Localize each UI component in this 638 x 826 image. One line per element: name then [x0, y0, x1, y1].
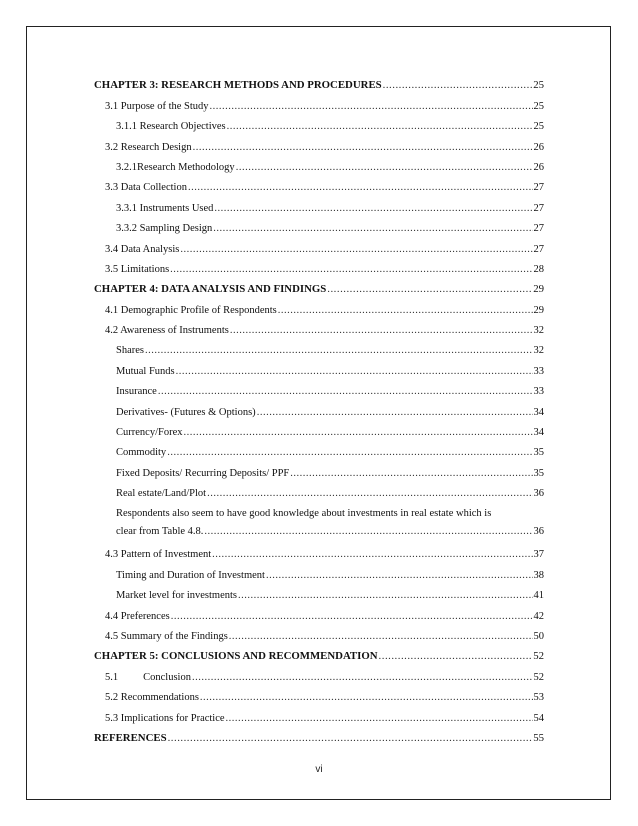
dot-leader: [212, 548, 532, 561]
toc-entry-4-4[interactable]: [94, 602, 544, 622]
toc-entry-label: 3.1.1 Research Objectives: [116, 121, 226, 133]
toc-entry-label: 5.3 Implications for Practice: [105, 712, 225, 724]
dot-leader: [290, 467, 532, 480]
dot-leader: [193, 141, 533, 154]
dot-leader: [227, 120, 533, 133]
toc-entry-label: Shares: [116, 345, 144, 357]
toc-entry-label: Fixed Deposits/ Recurring Deposits/ PPF: [116, 467, 290, 479]
dot-leader: [188, 181, 533, 194]
toc-entry-page: 25: [533, 121, 544, 133]
toc-entry-page: 53: [533, 692, 544, 704]
toc-entry-label: 3.3.1 Instruments Used: [116, 202, 214, 214]
toc-entry-page: 27: [533, 202, 544, 214]
toc-entry-label: Derivatives- (Futures & Options): [116, 406, 256, 418]
dot-leader: [204, 524, 532, 539]
toc-entry-chapter-3[interactable]: [94, 72, 544, 92]
toc-entry-references[interactable]: [94, 725, 544, 745]
toc-entry-page: 27: [533, 223, 544, 235]
toc-entry-label: 4.2 Awareness of Instruments: [105, 325, 229, 337]
toc-entry-page: 32: [533, 325, 544, 337]
toc-entry-page: 29: [533, 304, 544, 316]
toc-entry-label: 4.5 Summary of the Findings: [105, 630, 228, 642]
dot-leader: [180, 243, 532, 256]
dot-leader: [168, 732, 533, 745]
dot-leader: [226, 712, 533, 725]
toc-entry-page: 33: [533, 386, 544, 398]
toc-entry-page: 33: [533, 365, 544, 377]
dot-leader: [192, 671, 533, 684]
toc-entry-label: 4.4 Preferences: [105, 610, 170, 622]
toc-entry-page: 29: [533, 283, 544, 296]
toc-entry-page: 25: [533, 100, 544, 112]
page-number: vi: [315, 764, 323, 775]
toc-entry-label: Timing and Duration of Investment: [116, 569, 265, 581]
toc-entry-page: 42: [533, 610, 544, 622]
dot-leader: [171, 610, 533, 623]
dot-leader: [236, 161, 533, 174]
dot-leader: [200, 691, 533, 704]
toc-entry-label-line1: Respondents also seem to have good knowledge about investments in real estate which is: [116, 508, 492, 520]
toc-entry-4-1[interactable]: [94, 296, 544, 316]
toc-entry-4-5[interactable]: [94, 623, 544, 643]
toc-entry-page: 54: [533, 712, 544, 724]
toc-entry-page: 35: [533, 447, 544, 459]
toc-entry-derivatives[interactable]: [94, 398, 544, 418]
dot-leader: [266, 569, 533, 582]
toc-entry-page: 34: [533, 427, 544, 439]
toc-entry-fixed-deposits[interactable]: [94, 459, 544, 479]
toc-entry-timing-duration[interactable]: [94, 561, 544, 581]
dot-leader: [158, 385, 533, 398]
toc-entry-label: REFERENCES: [94, 731, 167, 744]
dot-leader: [257, 406, 533, 419]
toc-entry-shares[interactable]: [94, 337, 544, 357]
dot-leader: [383, 79, 533, 92]
toc-entry-page: 28: [533, 263, 544, 275]
toc-entry-number: 5.1: [105, 671, 119, 683]
toc-entry-3-2-1[interactable]: [94, 154, 544, 174]
toc-entry-label: 3.3 Data Collection: [105, 182, 187, 194]
toc-entry-chapter-4[interactable]: [94, 276, 544, 296]
toc-entry-5-1[interactable]: [94, 663, 544, 683]
toc-entry-4-2[interactable]: [94, 317, 544, 337]
toc-entry-page: 34: [533, 406, 544, 418]
toc-entry-page: 25: [533, 79, 544, 92]
dot-leader: [327, 283, 532, 296]
dot-leader: [214, 202, 532, 215]
toc-entry-page: 26: [533, 141, 544, 153]
dot-leader: [170, 263, 532, 276]
toc-entry-label: CHAPTER 4: DATA ANALYSIS AND FINDINGS: [94, 283, 327, 296]
toc-entry-mutual-funds[interactable]: [94, 357, 544, 377]
toc-entry-page: 36: [533, 526, 544, 538]
toc-entry-label: 3.1 Purpose of the Study: [105, 100, 209, 112]
toc-entry-label: Commodity: [116, 447, 167, 459]
toc-entry-page: 35: [533, 467, 544, 479]
toc-entry-3-3-2[interactable]: [94, 215, 544, 235]
toc-entry-page: 52: [533, 650, 544, 663]
toc-entry-label-wrap: [105, 671, 191, 684]
toc-entry-label: 3.5 Limitations: [105, 263, 170, 275]
toc-entry-label: Mutual Funds: [116, 365, 175, 377]
toc-entry-page: 41: [533, 590, 544, 602]
toc-entry-label: CHAPTER 5: CONCLUSIONS AND RECOMMENDATION: [94, 650, 378, 663]
toc-entry-real-estate-knowledge[interactable]: [94, 500, 544, 541]
toc-entry-page: 36: [533, 488, 544, 500]
table-of-contents: [94, 72, 544, 745]
toc-entry-3-1[interactable]: [94, 92, 544, 112]
toc-entry-3-2[interactable]: [94, 133, 544, 153]
toc-entry-page: 27: [533, 243, 544, 255]
toc-entry-5-3[interactable]: [94, 704, 544, 724]
toc-entry-page: 32: [533, 345, 544, 357]
dot-leader: [230, 324, 533, 337]
toc-entry-market-level[interactable]: [94, 582, 544, 602]
toc-entry-label: Currency/Forex: [116, 427, 183, 439]
toc-entry-label: 3.2.1Research Methodology: [116, 161, 235, 173]
toc-entry-3-1-1[interactable]: [94, 113, 544, 133]
dot-leader: [213, 222, 532, 235]
toc-entry-label: Real estate/Land/Plot: [116, 488, 207, 500]
toc-entry-commodity[interactable]: [94, 439, 544, 459]
toc-entry-page: 27: [533, 182, 544, 194]
dot-leader: [238, 589, 532, 602]
toc-entry-page: 52: [533, 671, 544, 683]
dot-leader: [145, 344, 533, 357]
toc-entry-label: 4.1 Demographic Profile of Respondents: [105, 304, 277, 316]
toc-entry-label: 3.2 Research Design: [105, 141, 192, 153]
toc-entry-page: 50: [533, 630, 544, 642]
dot-leader: [167, 446, 532, 459]
toc-entry-line2: [116, 524, 544, 539]
toc-entry-page: 55: [533, 731, 544, 744]
toc-entry-label: 4.3 Pattern of Investment: [105, 549, 212, 561]
dot-leader: [229, 630, 533, 643]
toc-entry-3-4[interactable]: [94, 235, 544, 255]
dot-leader: [278, 304, 533, 317]
toc-entry-chapter-5[interactable]: [94, 643, 544, 663]
toc-entry-label: CHAPTER 3: RESEARCH METHODS AND PROCEDURES: [94, 79, 382, 92]
toc-entry-page: 38: [533, 569, 544, 581]
toc-entry-real-estate[interactable]: [94, 480, 544, 500]
toc-entry-label: 3.3.2 Sampling Design: [116, 223, 213, 235]
toc-entry-4-3[interactable]: [94, 541, 544, 561]
toc-entry-3-5[interactable]: [94, 256, 544, 276]
dot-leader: [183, 426, 532, 439]
toc-entry-label: Market level for investments: [116, 590, 238, 602]
dot-leader: [176, 365, 533, 378]
toc-entry-page: 26: [533, 161, 544, 173]
toc-entry-label: 5.2 Recommendations: [105, 692, 199, 704]
toc-entry-3-3[interactable]: [94, 174, 544, 194]
toc-entry-currency-forex[interactable]: [94, 419, 544, 439]
dot-leader: [379, 650, 533, 663]
toc-entry-label: Insurance: [116, 386, 157, 398]
toc-entry-5-2[interactable]: [94, 684, 544, 704]
toc-entry-page: 37: [533, 549, 544, 561]
toc-entry-3-3-1[interactable]: [94, 194, 544, 214]
toc-entry-label: Conclusion: [143, 671, 191, 683]
dot-leader: [207, 487, 532, 500]
toc-entry-label: 3.4 Data Analysis: [105, 243, 180, 255]
toc-entry-insurance[interactable]: [94, 378, 544, 398]
dot-leader: [210, 100, 533, 113]
toc-entry-label: clear from Table 4.8.: [116, 526, 204, 538]
